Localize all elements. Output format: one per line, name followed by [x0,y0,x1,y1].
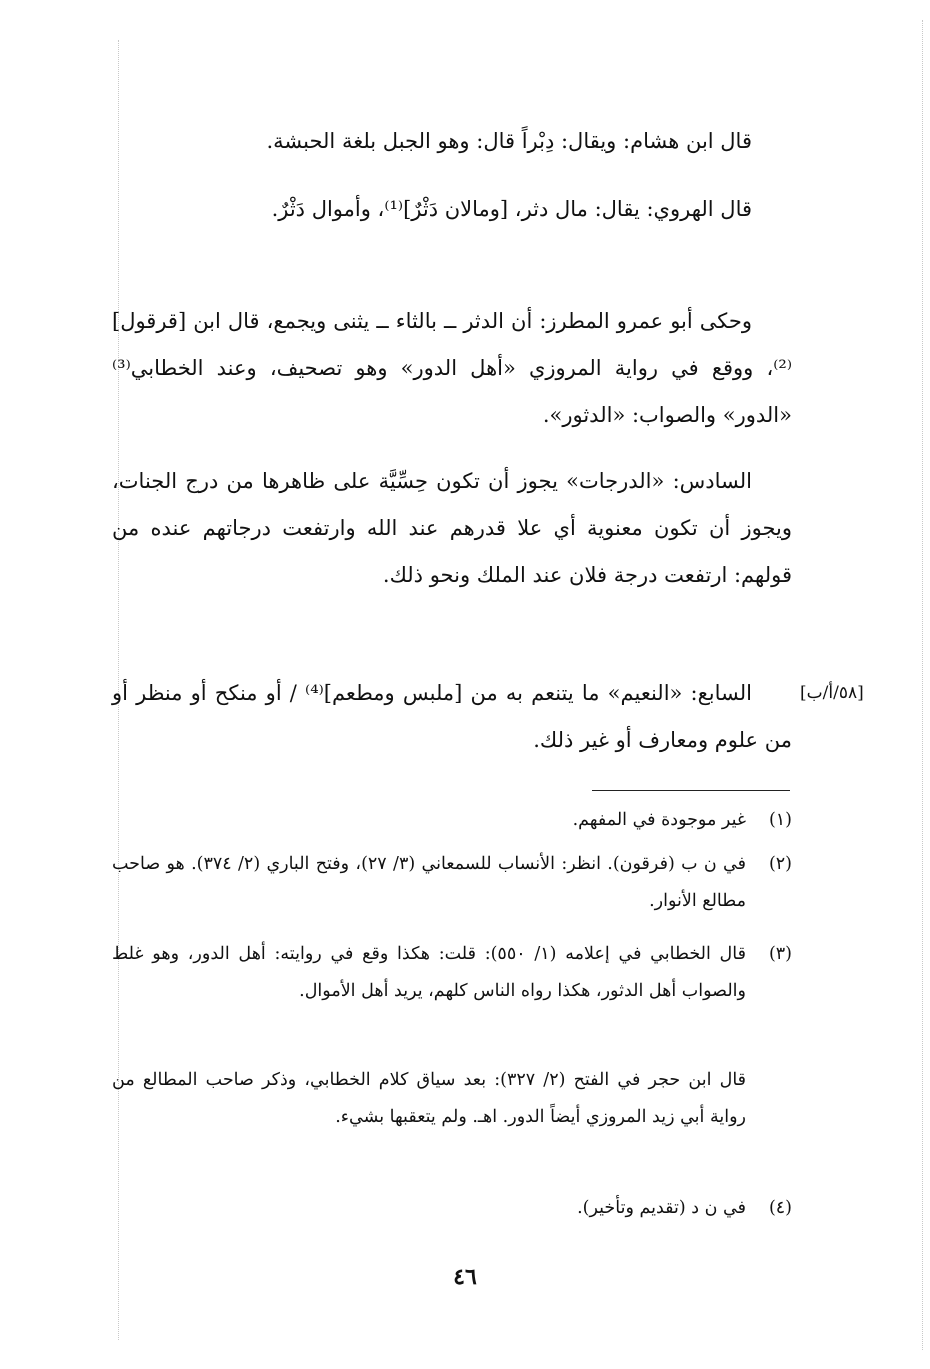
footnote-number: (٣) [768,944,792,964]
footnote-3 [112,936,792,1010]
footnote-text: غير موجودة في المفهم. [572,810,746,830]
footnote-number: (١) [768,810,792,830]
footnote-text: في ن د (تقديم وتأخير). [577,1198,746,1218]
footnote-text: قال الخطابي في إعلامه (١/ ٥٥٠): قلت: هكذا وقع في روايته: أهل الدور، وهو غلط والصواب أهل الدثور، هكذا رواه الناس كلهم، يريد أهل الأموال. [112,944,746,1001]
scan-edge-right [922,20,923,1350]
paragraph-ibn-hisham: قال ابن هشام: ويقال: دِبْراً قال: وهو الجبل بلغة الحبشة. [266,129,752,153]
footnote-text: قال ابن حجر في الفتح (٢/ ٣٢٧): بعد سياق كلام الخطابي، وذكر صاحب المطالع من رواية أبي زيد المروزي أيضاً الدور. اهـ. ولم يتعقبها بشيء. [112,1070,747,1127]
footnote-number: (٢) [768,854,792,874]
footnote-2 [112,846,792,920]
paragraph-seventh-naim: السابع: «النعيم» ما يتنعم به من [ملبس ومطعم]⁽⁴⁾ / أو منكح أو منظر أو من علوم ومعارف أو غير ذلك. [112,681,792,752]
paragraph-mutarriz: وحكى أبو عمرو المطرز: أن الدثر ــ بالثاء ــ يثنى ويجمع، قال ابن [قرقول]⁽²⁾، ووقع في رواية المروزي «أهل الدور» وهو تصحيف، وعند الخطابي⁽³⁾ «الدور» والصواب: «الدثور». [112,309,792,427]
footnote-number: (٤) [768,1198,792,1218]
footnote-1 [112,802,792,839]
footnote-text: في ن ب (فرقون). انظر: الأنساب للسمعاني (٣/ ٢٧)، وفتح الباري (٢/ ٣٧٤). هو صاحب مطالع الأنوار. [112,854,746,911]
footnote-3-continued [112,1062,792,1136]
footnote-separator [592,790,790,791]
paragraph-harawi: قال الهروي: يقال: مال دثر، [ومالان دَثْرٌ]⁽¹⁾، وأموال دَثْرٌ. [271,197,752,221]
footnote-4 [112,1190,792,1227]
paragraph-sixth-darajat: السادس: «الدرجات» يجوز أن تكون حِسِّيَّة على ظاهرها من درج الجنات، ويجوز أن تكون معنوية أي علا قدرهم عند الله وارتفعت درجاتهم عنده من قولهم: ارتفعت درجة فلان عند الملك ونحو ذلك. [112,469,792,587]
page-number: ٤٦ [453,1264,477,1290]
manuscript-folio-marker: [٥٨/أ/ب] [800,683,864,703]
